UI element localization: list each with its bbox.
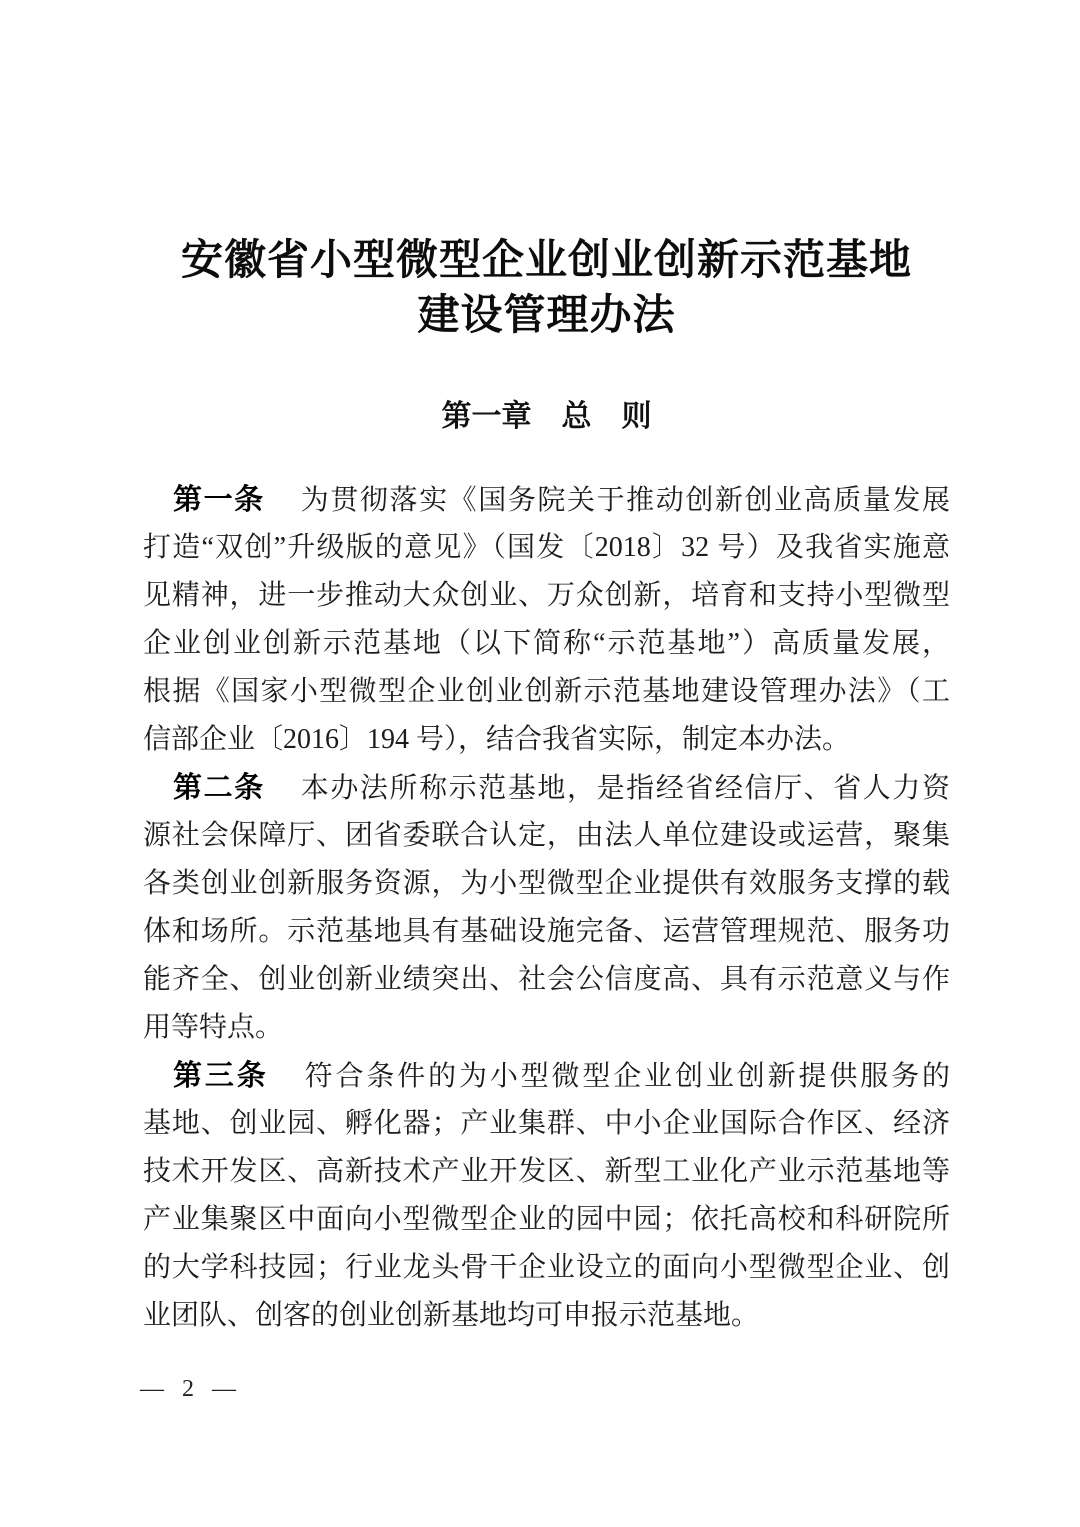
article-3 (143, 1052, 950, 1340)
article-3-term: 第三条 (173, 1060, 269, 1092)
title-line-2: 建设管理办法 (417, 293, 676, 339)
text-line: 体和场所。示范基地具有基础设施完备、运营管理规范、服务功 (143, 916, 950, 947)
text-line: 基地、创业园、孵化器；产业集群、中小企业国际合作区、经济 (143, 1108, 950, 1139)
article-3-lead: 符合条件的为小型微型企业创业创新提供服务的 (304, 1061, 950, 1092)
article-2-term: 第二条 (173, 772, 265, 804)
text-line (143, 764, 950, 812)
text-line: 技术开发区、高新技术产业开发区、新型工业化产业示范基地等 (143, 1156, 950, 1187)
text-line: 各类创业创新服务资源，为小型微型企业提供有效服务支撑的载 (143, 868, 950, 899)
text-line: 信部企业〔2016〕194 号），结合我省实际，制定本办法。 (143, 724, 851, 755)
article-1-lead: 为贯彻落实《国务院关于推动创新创业高质量发展 (300, 485, 950, 516)
text-line: 产业集聚区中面向小型微型企业的园中园；依托高校和科研院所 (143, 1204, 950, 1235)
page-content (143, 0, 950, 1340)
article-1-term: 第一条 (173, 484, 265, 516)
document-body (143, 476, 950, 1340)
text-line (143, 476, 950, 524)
text-line: 根据《国家小型微型企业创业创新示范基地建设管理办法》（工 (143, 676, 950, 707)
text-line: 企业创业创新示范基地（以下简称“示范基地”）高质量发展， (143, 628, 950, 659)
text-line: 见精神，进一步推动大众创业、万众创新，培育和支持小型微型 (143, 580, 950, 611)
text-line: 用等特点。 (143, 1012, 284, 1043)
text-line: 的大学科技园；行业龙头骨干企业设立的面向小型微型企业、创 (143, 1252, 950, 1283)
page-number: — 2 — (140, 1376, 242, 1402)
chapter-heading: 第一章 总 则 (441, 400, 652, 433)
title-line-1: 安徽省小型微型企业创业创新示范基地 (180, 238, 912, 284)
text-line: 能齐全、创业创新业绩突出、社会公信度高、具有示范意义与作 (143, 964, 950, 995)
article-2 (143, 764, 950, 1052)
text-line: 源社会保障厅、团省委联合认定，由法人单位建设或运营，聚集 (143, 820, 950, 851)
text-line (143, 1052, 950, 1100)
article-1 (143, 476, 950, 764)
document-title (143, 0, 950, 344)
text-line: 打造“双创”升级版的意见》（国发〔2018〕32 号）及我省实施意 (143, 532, 950, 563)
text-line: 业团队、创客的创业创新基地均可申报示范基地。 (143, 1300, 760, 1331)
article-2-lead: 本办法所称示范基地，是指经省经信厅、省人力资 (300, 773, 950, 804)
